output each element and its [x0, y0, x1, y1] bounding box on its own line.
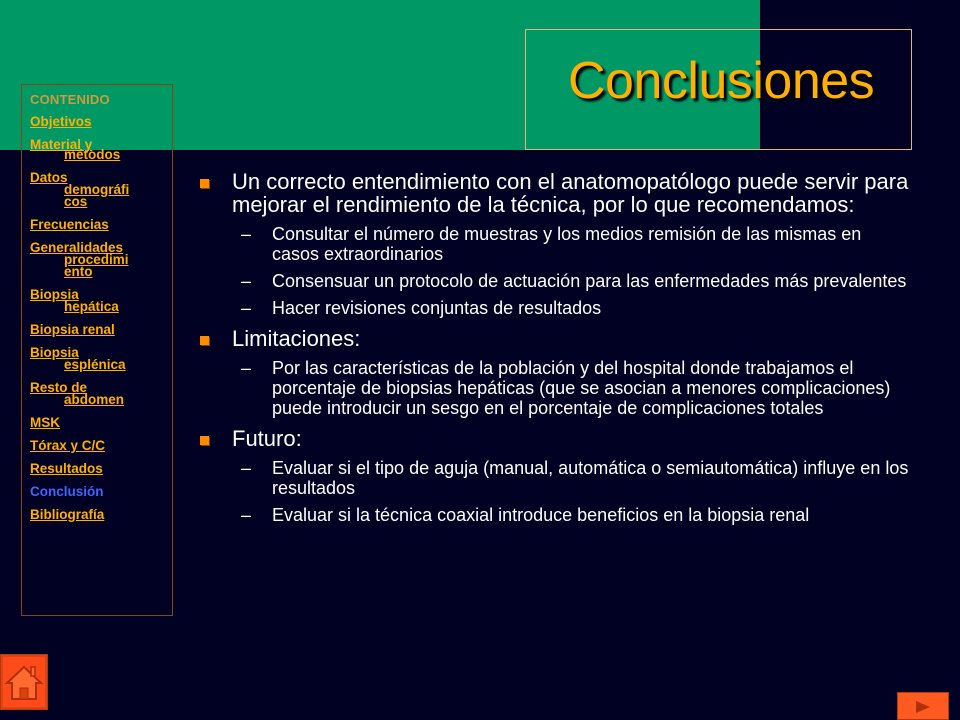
toc-link-biopsia-esplenica[interactable]: Biopsia esplénica — [30, 345, 126, 372]
toc-link-resto-abdomen[interactable]: Resto de abdomen — [30, 380, 125, 407]
sub-bullet-item: – Consultar el número de muestras y los medios remisión de las mismas en casos extraordinarios — [241, 224, 862, 264]
bullet-item: Limitaciones: — [198, 327, 913, 350]
dash-marker: – — [241, 298, 252, 318]
toc-link-resultados[interactable]: Resultados — [30, 461, 103, 476]
sub-bullet-item: – Hacer revisiones conjuntas de resultados — [241, 298, 602, 318]
dash-marker: – — [241, 505, 252, 525]
bullet-square-icon — [200, 436, 209, 445]
next-arrow-icon — [898, 693, 948, 719]
dash-marker: – — [241, 358, 252, 378]
toc-link-biopsia-renal[interactable]: Biopsia renal — [30, 322, 115, 337]
toc-link-biopsia-hepatica[interactable]: Biopsia hepática — [30, 287, 119, 314]
toc-link-frecuencias[interactable]: Frecuencias — [30, 217, 109, 232]
bullet-square-icon — [200, 179, 209, 188]
bullet-item: Futuro: — [198, 427, 913, 450]
slide-title: Conclusiones — [568, 52, 875, 110]
next-slide-button[interactable] — [897, 692, 949, 720]
sub-bullet-item: – Evaluar si el tipo de aguja (manual, automática o semiautomática) influye en los resultados — [241, 458, 909, 498]
bullet-square-icon — [200, 336, 209, 345]
toc-link-torax-cc[interactable]: Tórax y C/C — [30, 438, 106, 453]
home-icon — [1, 655, 47, 709]
toc-link-conclusion-current[interactable]: Conclusión — [30, 484, 104, 499]
toc-link-bibliografia[interactable]: Bibliografía — [30, 507, 105, 522]
sub-bullet-item: – Evaluar si la técnica coaxial introduce beneficios en la biopsia renal — [241, 505, 810, 525]
slide-content — [198, 170, 913, 532]
toc-link-material-metodos[interactable]: Material y métodos — [30, 137, 121, 162]
toc-link-generalidades[interactable]: Generalidades procedimi ento — [30, 240, 129, 279]
sub-bullet-item: – Por las características de la población y del hospital donde trabajamos el porcentaje de biopsias hepáticas (que se asocian a menores complicaciones) puede introducir un sesgo en el porcentaje de complicaciones totales — [241, 358, 891, 418]
toc-heading: CONTENIDO — [30, 92, 110, 107]
dash-marker: – — [241, 271, 252, 291]
toc-link-msk[interactable]: MSK — [30, 415, 60, 430]
dash-marker: – — [241, 224, 252, 244]
toc-link-datos-demograficos[interactable]: Datos demográfi cos — [30, 170, 130, 209]
dash-marker: – — [241, 458, 252, 478]
home-button[interactable] — [0, 654, 48, 710]
table-of-contents — [21, 84, 173, 616]
bullet-item: Un correcto entendimiento con el anatomopatólogo puede servir para mejorar el rendimiento de la técnica, por lo que recomendamos: — [198, 170, 913, 216]
sub-bullet-item: – Consensuar un protocolo de actuación para las enfermedades más prevalentes — [241, 271, 907, 291]
toc-link-objetivos[interactable]: Objetivos — [30, 114, 92, 129]
